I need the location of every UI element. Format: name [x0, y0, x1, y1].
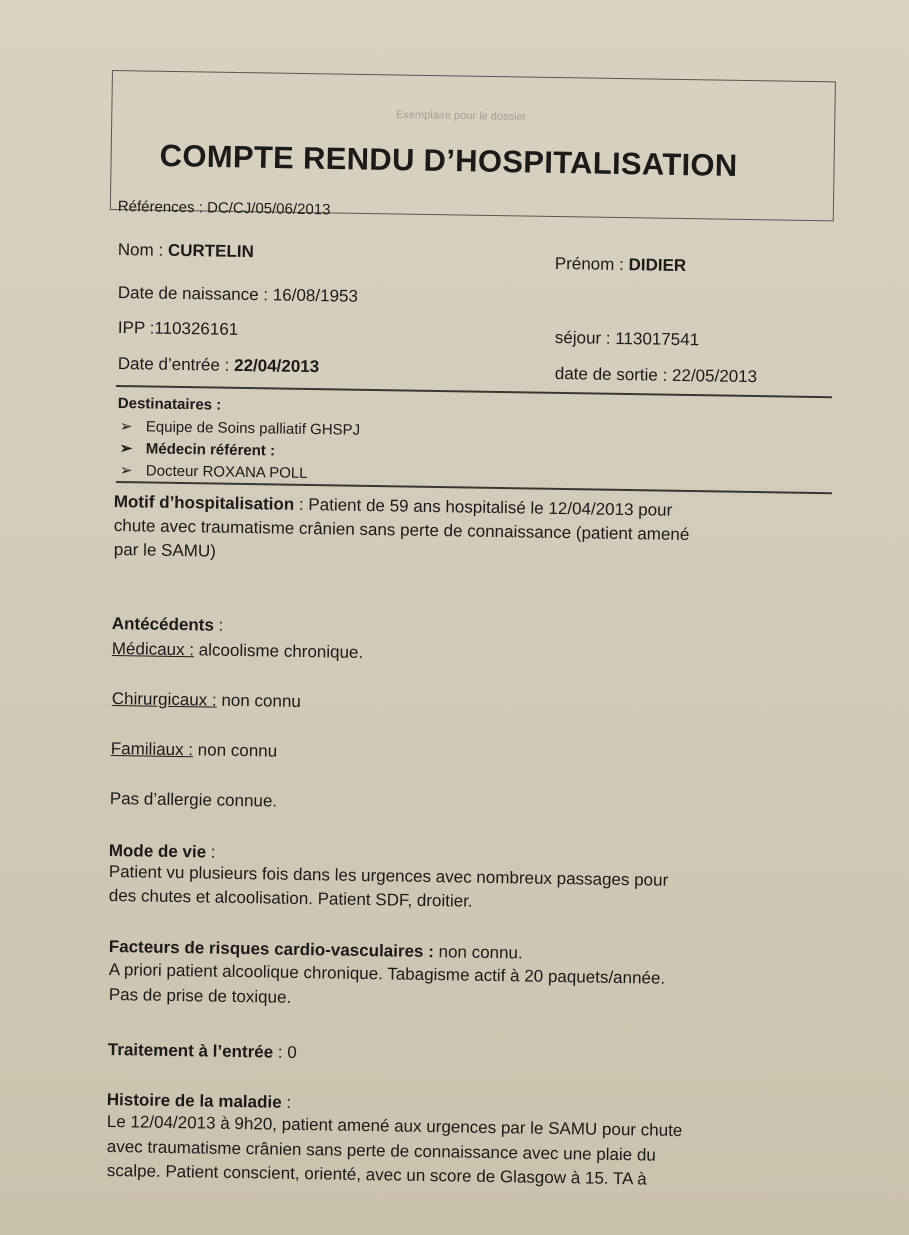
histoire-line: scalpe. Patient conscient, orienté, avec un score de Glasgow à 15. TA à — [106, 1161, 647, 1189]
facteurs-heading — [109, 937, 523, 963]
mode-vie-colon: : — [206, 842, 216, 862]
medicaux-value: alcoolisme chronique. — [193, 640, 364, 662]
antecedents-chirurgicaux — [112, 689, 301, 712]
antecedents-colon: : — [213, 615, 224, 635]
histoire-heading — [107, 1090, 292, 1113]
destinataire-item — [120, 461, 308, 482]
familiaux-label: Familiaux : — [110, 739, 194, 760]
motif-line: chute avec traumatisme crânien sans perte de connaissance (patient amené — [113, 516, 690, 545]
mode-vie-heading — [109, 841, 216, 863]
document-title: COMPTE RENDU D’HOSPITALISATION — [159, 138, 738, 184]
antecedents-familiaux — [111, 739, 278, 762]
antecedents-heading — [112, 614, 224, 636]
arrow-bullet-icon: ➢ — [119, 417, 133, 436]
motif-text: : Patient de 59 ans hospitalisé le 12/04/2013 pour — [298, 494, 673, 520]
chirurgicaux-label: Chirurgicaux : — [111, 689, 217, 710]
ipp: IPP :110326161 — [117, 318, 239, 339]
destinataire-item — [120, 439, 275, 459]
mode-vie-line: Patient vu plusieurs fois dans les urgences avec nombreux passages pour — [108, 862, 669, 890]
references: Références : DC/CJ/05/06/2013 — [117, 198, 331, 219]
destinataire-item — [120, 417, 361, 439]
divider — [116, 481, 832, 494]
date-entree-label: Date d’entrée : — [117, 354, 230, 375]
histoire-label: Histoire de la maladie — [106, 1090, 282, 1112]
mode-vie-line: des chutes et alcoolisation. Patient SDF, droitier. — [108, 886, 473, 911]
histoire-line: avec traumatisme crânien sans perte de connaissance avec une plaie du — [106, 1137, 656, 1165]
destinataire-text: Equipe de Soins palliatif GHSPJ — [145, 418, 361, 439]
motif-label: Motif d’hospitalisation — [113, 492, 295, 514]
facteurs-line: A priori patient alcoolique chronique. Tabagisme actif à 20 paquets/année. — [108, 960, 666, 988]
antecedents-label: Antécédents — [111, 614, 215, 635]
prenom-value: DIDIER — [628, 255, 687, 276]
traitement-label: Traitement à l’entrée — [107, 1040, 274, 1062]
familiaux-value: non connu — [192, 740, 278, 761]
antecedents-medicaux — [112, 639, 364, 663]
histoire-line: Le 12/04/2013 à 9h20, patient amené aux urgences par le SAMU pour chute — [106, 1112, 683, 1141]
destinataires-label: Destinataires : — [117, 395, 222, 414]
arrow-bullet-icon: ➢ — [119, 439, 133, 458]
prenom-field — [555, 254, 687, 276]
arrow-bullet-icon: ➢ — [119, 461, 133, 480]
sejour: séjour : 113017541 — [554, 328, 700, 350]
allergie-text: Pas d’allergie connue. — [109, 789, 278, 811]
facteurs-value: non connu. — [433, 942, 523, 963]
date-entree-field — [118, 354, 320, 377]
date-sortie: date de sortie : 22/05/2013 — [554, 364, 758, 387]
nom-label: Nom : — [117, 240, 164, 260]
medicaux-label: Médicaux : — [111, 639, 195, 660]
facteurs-line: Pas de prise de toxique. — [108, 985, 292, 1007]
prenom-label: Prénom : — [554, 254, 624, 275]
date-entree-value: 22/04/2013 — [233, 355, 320, 377]
motif-line: par le SAMU) — [113, 540, 217, 561]
destinataire-text: Docteur ROXANA POLL — [145, 462, 308, 482]
divider — [116, 385, 832, 398]
histoire-colon: : — [281, 1092, 292, 1112]
destinataire-text: Médecin référent : — [145, 440, 276, 460]
nom-value: CURTELIN — [167, 240, 255, 262]
chirurgicaux-value: non connu — [216, 690, 301, 711]
facteurs-label: Facteurs de risques cardio-vasculaires : — [108, 937, 435, 962]
traitement-line — [108, 1040, 297, 1063]
nom-field — [118, 240, 254, 262]
mode-vie-label: Mode de vie — [108, 841, 207, 862]
date-naissance: Date de naissance : 16/08/1953 — [117, 283, 359, 306]
traitement-value: : 0 — [273, 1042, 297, 1062]
ghost-text: Exemplaire pour le dossier — [395, 108, 527, 124]
